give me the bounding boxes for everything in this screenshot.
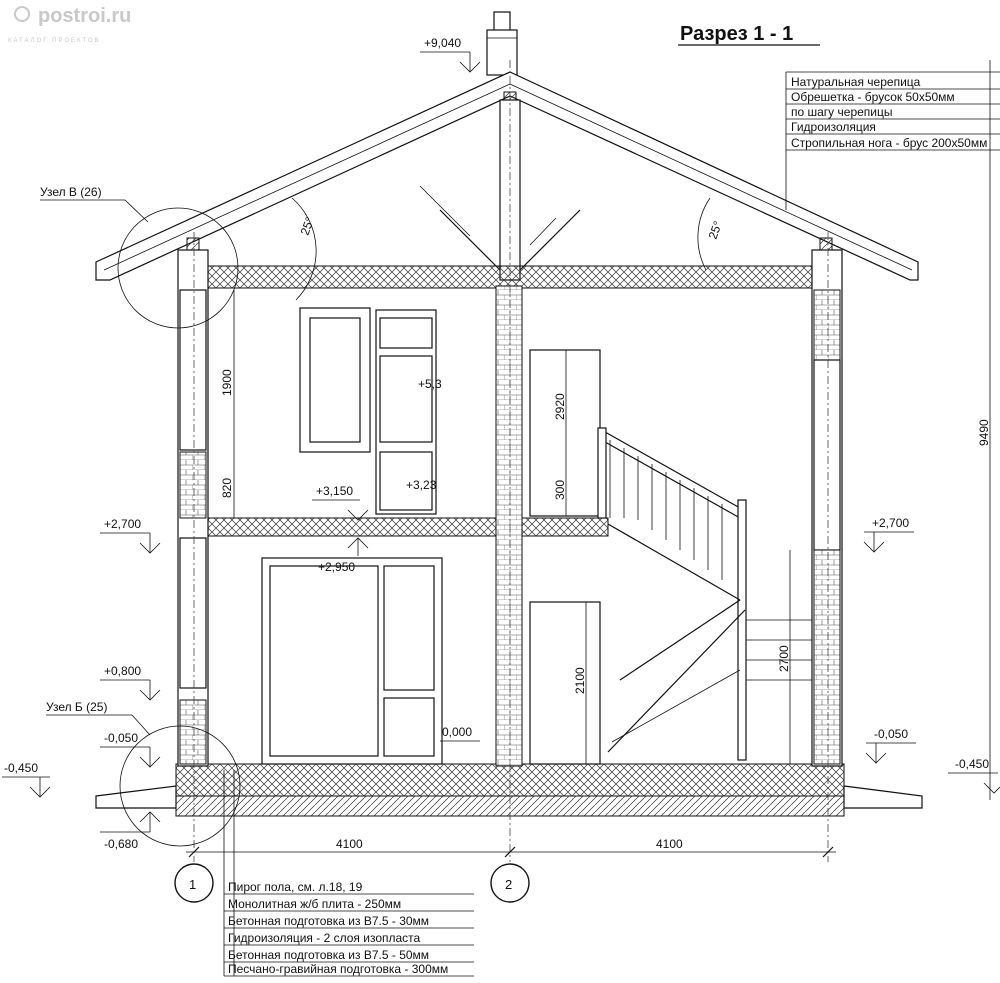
span-left-label: 4100 [336,837,363,851]
stair [598,428,812,760]
lower-window [262,558,442,764]
axis-1 [175,864,213,902]
elevation-window-53: +5,3 [418,377,442,391]
svg-text:+9,040: +9,040 [424,36,462,50]
right-wall [812,250,842,766]
svg-text:-0,450: -0,450 [955,757,990,771]
axis-1-label: 1 [189,877,197,892]
svg-text:0,000: 0,000 [442,725,473,739]
svg-text:2700: 2700 [777,645,791,672]
elevation-right-m0450 [948,757,1000,793]
svg-text:-0,050: -0,050 [874,727,909,741]
elevation-window-323: +3,23 [406,478,437,492]
elevation-right-m0050 [866,727,916,763]
span-dimensions [186,837,836,857]
elevation-left-2700 [100,517,160,553]
floor-layer-2: Монолитная ж/б плита - 250мм [228,897,402,911]
svg-text:25°: 25° [297,215,318,238]
dim-2700 [777,550,791,764]
watermark-site: postroi.ru [38,5,132,27]
floor-layer-5: Бетонная подготовка из В7.5 - 50мм [228,948,430,962]
dim-300: 300 [553,479,567,500]
elevation-ridge [420,36,480,72]
watermark-subtitle: КАТАЛОГ ПРОЕКТОВ [8,38,101,44]
svg-text:-0,680: -0,680 [104,837,139,851]
elevation-floor-0000 [440,725,480,741]
roof-layer-3: по шагу черепицы [791,105,893,119]
axis-2 [491,864,529,902]
dim-9490 [977,60,991,800]
roof-layer-4: Гидроизоляция [791,120,876,134]
floor-layer-6: Песчано-гравийная подготовка - 300мм [228,962,449,976]
floor-layer-4: Гидроизоляция - 2 слоя изопласта [228,931,421,945]
roof-layer-2: Обрешетка - брусок 50х50мм [791,90,955,104]
dim-820 [220,452,234,518]
svg-text:1900: 1900 [220,369,234,396]
elevation-right-2700 [864,516,914,552]
elevation-floor-3150 [312,484,368,520]
svg-text:-0,450: -0,450 [4,761,39,775]
floor-layer-1: Пирог пола, см. л.18, 19 [228,880,363,894]
svg-text:2100: 2100 [573,667,587,694]
roof-layer-5: Стропильная нога - брус 200х50мм [791,136,988,150]
svg-text:25°: 25° [705,219,726,242]
watermark [8,5,131,44]
elevation-left-0800 [100,664,160,700]
drawing-title: Разрез 1 - 1 [680,23,794,45]
ground-slab [96,764,922,816]
left-wall [178,250,208,766]
svg-text:+2,700: +2,700 [104,517,142,531]
node-v-label: Узел В (26) [40,185,102,199]
span-right-label: 4100 [656,837,683,851]
node-b-label: Узел Б (25) [46,700,108,714]
floor-layer-3: Бетонная подготовка из В7.5 - 30мм [228,914,430,928]
svg-text:+2,950: +2,950 [318,560,356,574]
roof-layers-table [786,72,1000,210]
axis-2-label: 2 [505,877,513,892]
dim-1900 [220,290,234,452]
center-wall [496,286,522,766]
svg-text:+3,150: +3,150 [316,484,354,498]
svg-text:820: 820 [220,477,234,498]
svg-text:-0,050: -0,050 [104,731,139,745]
roof-layer-1: Натуральная черепица [791,75,921,89]
interfloor-slab [178,518,608,536]
svg-text:9490: 9490 [977,419,991,446]
elevation-left-m0450 [2,761,50,797]
elevation-left-m0680 [100,812,160,851]
roof-angle-right [698,198,725,270]
lower-door [530,602,600,764]
svg-text:+2,700: +2,700 [872,516,910,530]
chimney [487,12,517,75]
svg-text:2920: 2920 [553,393,567,420]
elevation-left-m0050 [100,731,160,767]
svg-text:+0,800: +0,800 [104,664,142,678]
